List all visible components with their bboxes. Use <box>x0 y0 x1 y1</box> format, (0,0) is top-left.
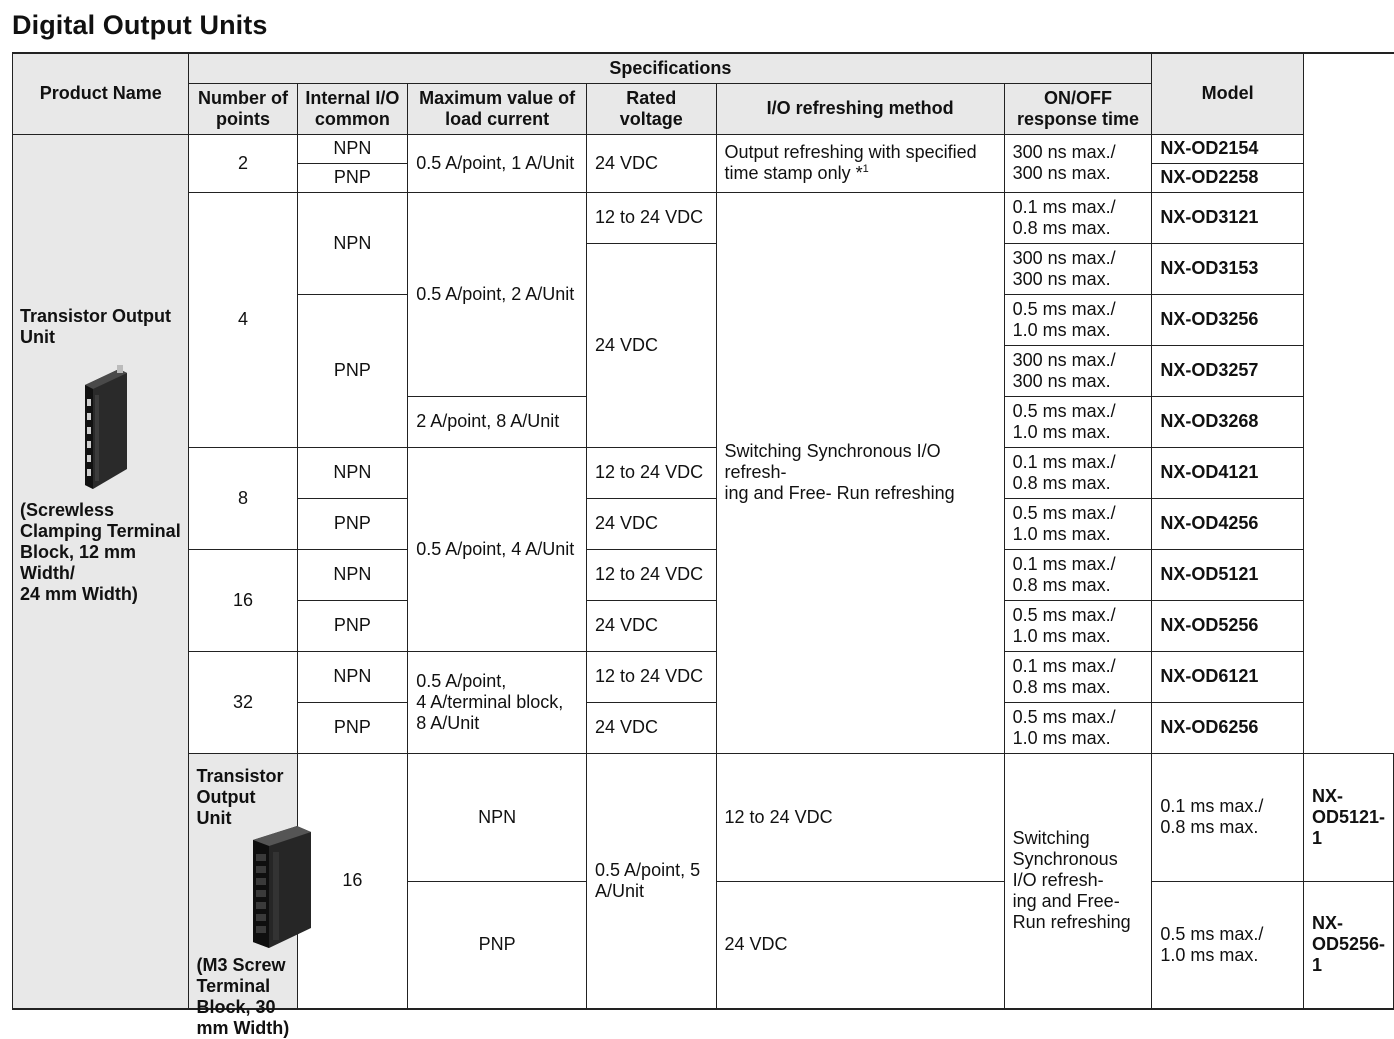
model-cell: NX-OD2258 <box>1152 163 1304 192</box>
table-row <box>13 192 1394 243</box>
load-current-cell: 0.5 A/point, 2 A/Unit <box>408 192 587 396</box>
points-cell: 2 <box>189 134 297 192</box>
table-row <box>13 447 1394 498</box>
response-cell: 0.5 ms max./ 1.0 ms max. <box>1004 600 1152 651</box>
model-cell: NX-OD3153 <box>1152 243 1304 294</box>
load-current-cell: 0.5 A/point, 4 A/Unit <box>408 447 587 651</box>
response-cell: 300 ns max./ 300 ns max. <box>1004 345 1152 396</box>
common-cell: PNP <box>297 294 408 447</box>
header-product-name: Product Name <box>13 53 189 134</box>
model-cell: NX-OD3268 <box>1152 396 1304 447</box>
response-cell: 0.1 ms max./ 0.8 ms max. <box>1004 447 1152 498</box>
common-cell: NPN <box>297 651 408 702</box>
voltage-cell: 12 to 24 VDC <box>587 447 717 498</box>
footnote-ref: 1 <box>862 163 869 175</box>
model-cell: NX-OD5256 <box>1152 600 1304 651</box>
response-cell: 300 ns max./ 300 ns max. <box>1004 243 1152 294</box>
points-cell: 8 <box>189 447 297 549</box>
voltage-cell: 24 VDC <box>587 702 717 753</box>
common-cell: NPN <box>408 753 587 881</box>
response-cell: 0.1 ms max./ 0.8 ms max. <box>1004 549 1152 600</box>
voltage-cell: 12 to 24 VDC <box>587 549 717 600</box>
model-cell: NX-OD5256-1 <box>1303 881 1393 1009</box>
response-cell: 0.1 ms max./ 0.8 ms max. <box>1004 651 1152 702</box>
points-cell: 4 <box>189 192 297 447</box>
table-row <box>13 549 1394 600</box>
page-title: Digital Output Units <box>12 10 268 40</box>
voltage-cell: 24 VDC <box>587 498 717 549</box>
common-cell: PNP <box>297 498 408 549</box>
table-row <box>13 651 1394 702</box>
common-cell: NPN <box>297 134 408 163</box>
voltage-cell: 24 VDC <box>716 881 1004 1009</box>
model-cell: NX-OD3121 <box>1152 192 1304 243</box>
method-cell <box>1004 753 1152 1009</box>
response-cell: 0.1 ms max./ 0.8 ms max. <box>1152 753 1304 881</box>
method-text: Switching Synchronous I/O refresh- ing and Free- Run refreshing <box>724 441 955 503</box>
table-row <box>13 134 1394 163</box>
voltage-cell: 12 to 24 VDC <box>587 651 717 702</box>
load-current-cell: 2 A/point, 8 A/Unit <box>408 396 587 447</box>
common-cell: NPN <box>297 549 408 600</box>
product-name: Transistor Output Unit <box>20 305 172 347</box>
points-cell: 16 <box>189 549 297 651</box>
model-cell: NX-OD3256 <box>1152 294 1304 345</box>
header-on-off-response-time: ON/OFF response time <box>1004 83 1152 134</box>
header-io-refreshing-method: I/O refreshing method <box>716 83 1004 134</box>
model-cell: NX-OD5121 <box>1152 549 1304 600</box>
voltage-cell: 12 to 24 VDC <box>587 192 717 243</box>
common-cell: NPN <box>297 192 408 294</box>
header-number-of-points: Number of points <box>189 83 297 134</box>
response-cell: 0.5 ms max./ 1.0 ms max. <box>1004 498 1152 549</box>
product-note: (Screwless Clamping Terminal Block, 12 mm Width/ 24 mm Width) <box>20 499 181 604</box>
voltage-cell: 24 VDC <box>587 600 717 651</box>
product-note: (M3 Screw Terminal Block, 30 mm Width) <box>196 954 290 1038</box>
digital-output-units-table <box>12 52 1394 1038</box>
model-cell: NX-OD6121 <box>1152 651 1304 702</box>
header-max-load-current: Maximum value of load current <box>408 83 587 134</box>
table-row <box>13 753 1394 881</box>
points-cell: 16 <box>297 753 408 1009</box>
header-internal-io-common: Internal I/O common <box>297 83 408 134</box>
load-current-cell: 0.5 A/point, 4 A/terminal block, 8 A/Unit <box>408 651 587 753</box>
method-cell <box>716 192 1004 753</box>
model-cell: NX-OD5121-1 <box>1303 753 1393 881</box>
nx-unit-wide-icon <box>247 824 317 957</box>
product-name: Transistor Output Unit <box>196 765 284 828</box>
load-current-cell: 0.5 A/point, 5 A/Unit <box>587 753 717 1009</box>
method-cell <box>716 134 1004 192</box>
points-cell: 32 <box>189 651 297 753</box>
product-cell-transistor-screwless <box>13 134 189 1009</box>
response-cell: 0.5 ms max./ 1.0 ms max. <box>1152 881 1304 1009</box>
model-cell: NX-OD3257 <box>1152 345 1304 396</box>
common-cell: PNP <box>297 702 408 753</box>
response-cell: 300 ns max./ 300 ns max. <box>1004 134 1152 192</box>
model-cell: NX-OD6256 <box>1152 702 1304 753</box>
common-cell: PNP <box>297 600 408 651</box>
voltage-cell: 24 VDC <box>587 243 717 447</box>
model-cell: NX-OD2154 <box>1152 134 1304 163</box>
header-specifications: Specifications <box>189 53 1152 83</box>
common-cell: NPN <box>297 447 408 498</box>
response-cell: 0.5 ms max./ 1.0 ms max. <box>1004 396 1152 447</box>
product-cell-transistor-m3-screw <box>189 753 297 1038</box>
common-cell: PNP <box>408 881 587 1009</box>
method-text: Switching Synchronous I/O refresh- ing and Free- Run refreshing <box>1012 828 1131 933</box>
voltage-cell: 24 VDC <box>587 134 717 192</box>
nx-unit-narrow-icon <box>71 365 133 500</box>
model-cell: NX-OD4121 <box>1152 447 1304 498</box>
response-cell: 0.5 ms max./ 1.0 ms max. <box>1004 294 1152 345</box>
header-rated-voltage: Rated voltage <box>587 83 717 134</box>
response-cell: 0.5 ms max./ 1.0 ms max. <box>1004 702 1152 753</box>
common-cell: PNP <box>297 163 408 192</box>
response-cell: 0.1 ms max./ 0.8 ms max. <box>1004 192 1152 243</box>
model-cell: NX-OD4256 <box>1152 498 1304 549</box>
voltage-cell: 12 to 24 VDC <box>716 753 1004 881</box>
load-current-cell: 0.5 A/point, 1 A/Unit <box>408 134 587 192</box>
header-model: Model <box>1152 53 1304 134</box>
method-text: Output refreshing with specified time stamp only * <box>724 142 977 183</box>
